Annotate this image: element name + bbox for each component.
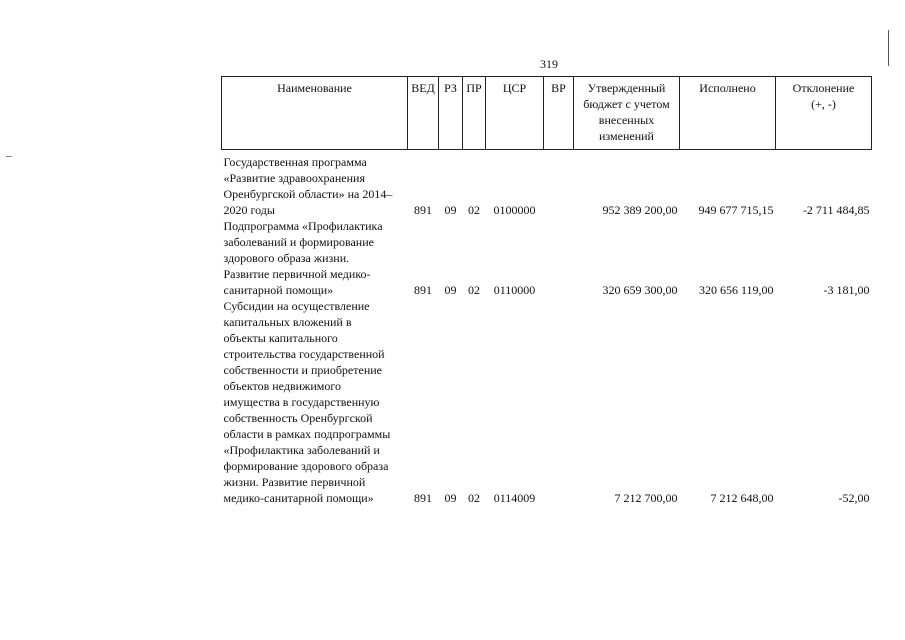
scan-edge-mark [888,30,889,66]
header-ved: ВЕД [408,77,439,150]
row-ved: 891 [414,491,432,505]
row-approved: 7 212 700,00 [614,491,678,505]
row-rz: 09 [444,491,457,505]
row-name: Субсидии на осуществление капитальных вложений в объекты капитального строительства государственной собственности и приобретение объектов недвижимого имущества в государственную собственность Оренбургской области в рамках подпрограммы «Профилактика заболеваний и формирование здорового образа жизни. Развитие первичной медико-санитарной помощи» [223,299,391,505]
row-approved: 952 389 200,00 [602,203,678,217]
header-csr: ЦСР [486,77,544,150]
header-executed: Исполнено [680,77,776,150]
row-ved: 891 [414,283,432,297]
row-ved: 891 [414,203,432,217]
row-rz: 09 [444,283,457,297]
row-vr [544,150,574,219]
page-number: 319 [540,57,558,71]
row-csr: 0114009 [493,491,536,505]
header-deviation: Отклонение (+, -) [776,77,872,150]
budget-table [221,76,872,506]
scan-artifact [6,156,12,157]
row-executed: 320 656 119,00 [698,283,774,297]
row-vr [544,298,574,506]
table-row [222,218,872,298]
row-deviation: -52,00 [838,491,870,505]
row-pr: 02 [468,283,480,297]
row-deviation: -2 711 484,85 [802,203,870,217]
table-header-row [222,77,872,150]
table-row [222,150,872,219]
row-csr: 0110000 [493,283,536,297]
row-pr: 02 [468,203,480,217]
header-name: Наименование [222,77,408,150]
table-row [222,298,872,506]
row-name: Подпрограмма «Профилактика заболеваний и формирование здорового образа жизни. Развитие первичной медико- санитарной помощи» [223,219,383,297]
row-pr: 02 [468,491,480,505]
row-csr: 0100000 [493,203,536,217]
row-approved: 320 659 300,00 [602,283,678,297]
header-rz: РЗ [439,77,463,150]
header-approved: Утвержденный бюджет с учетом внесенных изменений [574,77,680,150]
header-vr: ВР [544,77,574,150]
row-executed: 949 677 715,15 [698,203,774,217]
row-vr [544,218,574,298]
row-executed: 7 212 648,00 [710,491,774,505]
row-deviation: -3 181,00 [823,283,870,297]
row-rz: 09 [444,203,457,217]
row-name: Государственная программа «Развитие здравоохранения Оренбургской области» на 2014– 2020 годы [223,155,393,217]
header-pr: ПР [463,77,486,150]
